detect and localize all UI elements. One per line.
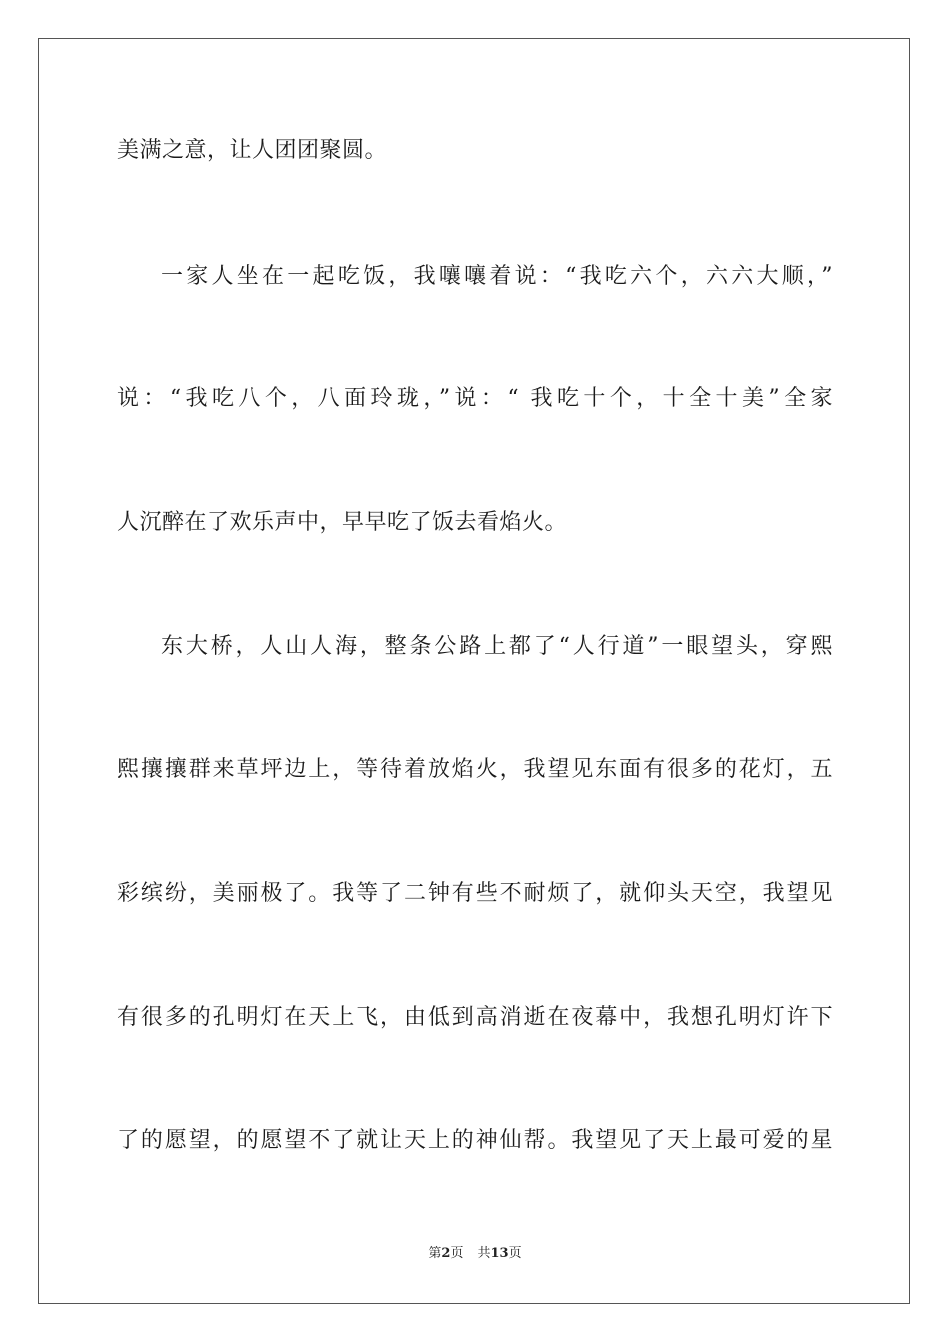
page-border xyxy=(38,38,910,1304)
text-line: 美满之意，让人团团聚圆。 xyxy=(117,138,388,163)
total-label-suffix: 页 xyxy=(508,1246,522,1261)
page-label-suffix: 页 xyxy=(450,1246,464,1261)
page-label-prefix: 第 xyxy=(428,1246,442,1261)
text-line: 彩缤纷，美丽极了。我等了二钟有些不耐烦了，就仰头天空，我望见 xyxy=(117,881,833,906)
total-label-prefix: 共 xyxy=(477,1246,491,1261)
text-line: 人沉醉在了欢乐声中，早早吃了饭去看焰火。 xyxy=(117,510,568,535)
text-line: 一家人坐在一起吃饭，我嚷嚷着说：“我吃六个，六六大顺，” xyxy=(161,264,833,289)
text-line: 有很多的孔明灯在天上飞，由低到高消逝在夜幕中，我想孔明灯许下 xyxy=(117,1005,833,1030)
page-number: 2 xyxy=(441,1246,451,1261)
text-line: 东大桥，人山人海，整条公路上都了“人行道”一眼望头，穿熙 xyxy=(161,634,833,659)
page-footer xyxy=(0,1245,950,1263)
text-line: 熙攘攘群来草坪边上，等待着放焰火，我望见东面有很多的花灯，五 xyxy=(117,757,833,782)
text-line: 说：“我吃八个，八面玲珑，”说：“ 我吃十个，十全十美”全家 xyxy=(117,386,833,411)
total-pages: 13 xyxy=(490,1246,509,1261)
text-line: 了的愿望，的愿望不了就让天上的神仙帮。我望见了天上最可爱的星 xyxy=(117,1128,833,1153)
